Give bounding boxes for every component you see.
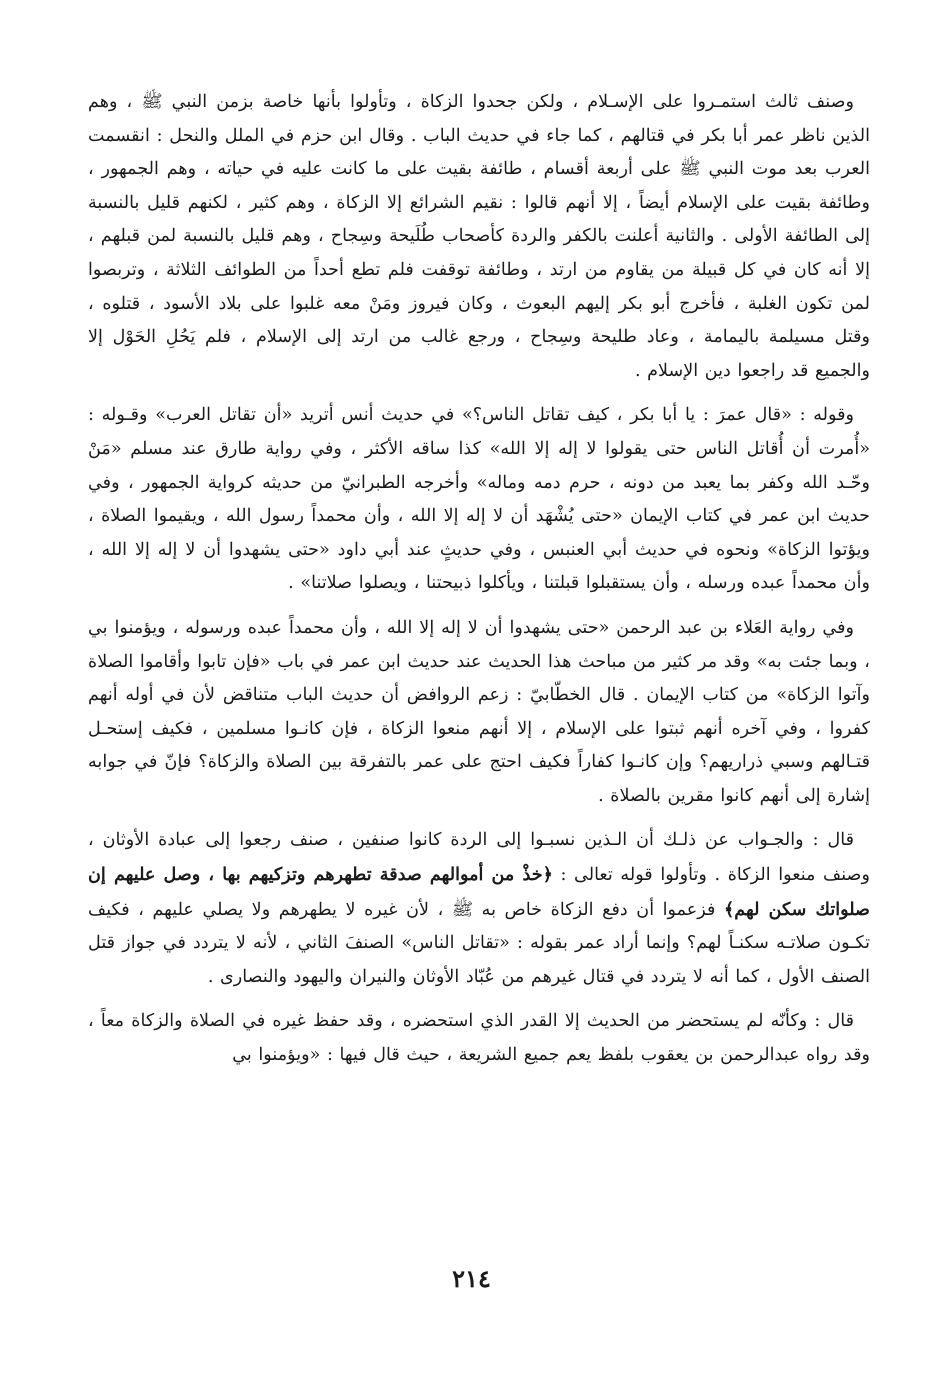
paragraph-2: [88, 399, 870, 601]
paragraph-4-before: قال : والجـواب عن ذلـك أن الـذين نسبـوا إلى الردة كانوا صنفين ، صنف رجعوا إلى عبادة الأوثان ، وصنف منعوا الزكاة . وتأولوا قوله تعالى :: [88, 830, 870, 886]
paragraph-5-text: قال : وكأنّه لم يستحضر من الحديث إلا القدر الذي استحضره ، وقد حفظ غيره في الصلاة والزكاة معاً ، وقد رواه عبدالرحمن بن يعقوب بلفظ يعم جميع الشريعة ، حيث قال فيها : «ويؤمنوا بي: [88, 1011, 870, 1066]
paragraph-3-text: وفي رواية العَلاء بن عبد الرحمن «حتى يشهدوا أن لا إله إلا الله ، وأن محمداً عبده ورسوله ، ويؤمنوا بي ، وبما جئت به» وقد مر كثير من مباحث هذا الحديث عند حديث ابن عمر في باب «فإن تابوا وأقاموا الصلاة وآتوا الزكاة» من كتاب الإيمان . قال الخطّابيّ : زعم الروافض أن حديث الباب متناقض لأن في أوله أنهم كفروا ، وفي آخره أنهم ثبتوا على الإسلام ، إلا أنهم منعوا الزكاة ، فإن كانـوا مسلمين ، فكيف إستحـل قتـالهم وسبي ذراريهم؟ وإن كانـوا كفاراً فكيف احتج على عمر بالتفرقة بين الصلاة والزكاة؟ فإنّ في جوابه إشارة إلى أنهم كانوا مقرين بالصلاة .: [88, 617, 870, 806]
paragraph-5: [88, 1005, 870, 1072]
page-body: [88, 86, 870, 1084]
paragraph-3: [88, 612, 870, 814]
paragraph-4: [88, 824, 870, 994]
page-number: ٢١٤: [452, 1264, 491, 1293]
quran-verse: ﴿خذْ من أموالهم صدقة تطهرهم وتزكيهم بها ، وصل عليهم إن صلواتك سكن لهم﴾: [88, 864, 870, 920]
paragraph-4-after: فزعموا أن دفع الزكاة خاص به ﷺ ، لأن غيره لا يطهرهم ولا يصلي عليهم ، فكيف تكـون صلاتـه سكنـاً لهم؟ وإنما أراد عمر بقوله : «تقاتل الناس» الصنفَ الثاني ، لأنه لا يتردد في جواز قتل الصنف الأول ، كما أنه لا يتردد في قتال غيرهم من عُبّاد الأوثان والنيران واليهود والنصارى .: [88, 899, 870, 987]
paragraph-1-text: وصنف ثالث استمـروا على الإسـلام ، ولكن جحدوا الزكاة ، وتأولوا بأنها خاصة بزمن النبي ﷺ ، وهم الذين ناظر عمر أبا بكر في قتالهم ، كما جاء في حديث الباب . وقال ابن حزم في الملل والنحل : انقسمت العرب بعد موت النبي ﷺ على أربعة أقسام ، طائفة بقيت على ما كانت عليه في حياته ، وهم الجمهور ، وطائفة بقيت على الإسلام أيضاً ، إلا أنهم قالوا : نقيم الشرائع إلا الزكاة ، وهم كثير ، لكنهم قليل بالنسبة إلى الطائفة الأولى . والثانية أعلنت بالكفر والردة كأصحاب طُلَيحة وسِجاح ، وهم قليل بالنسبة لمن قبلهم ، إلا أنه كان في كل قبيلة من يقاوم من ارتد ، وطائفة توقفت فلم تطع أحداً من الطوائف الثلاثة ، وتربصوا لمن تكون الغلبة ، فأخرج أبو بكر إليهم البعوث ، وكان فيروز ومَنْ معه غلبوا على بلاد الأسود ، قتلوه ، وقتل مسيلمة باليمامة ، وعاد طليحة وسِجاح ، ورجع غالب من ارتد إلى الإسلام ، فلم يَحُلِ الحَوْل إلا والجميع قد راجعوا دين الإسلام .: [88, 92, 870, 381]
paragraph-1: [88, 86, 870, 388]
paragraph-2-text: وقوله : «قال عمرَ : يا أبا بكر ، كيف تقاتل الناس؟» في حديث أنس أتريد «أن تقاتل العرب» وقـوله : «أُمرت أن أُقاتل الناس حتى يقولوا لا إله إلا الله» كذا ساقه الأكثر ، وفي رواية طارق عند مسلم «مَنْ وحّـد الله وكفر بما يعبد من دونه ، حرم دمه وماله» وأخرجه الطبرانيّ من حديثه كرواية الجمهور ، وفي حديث ابن عمر في كتاب الإيمان «حتى يُشْهَد أن لا إله إلا الله ، وأن محمداً رسول الله ، ويقيموا الصلاة ، ويؤتوا الزكاة» ونحوه في حديث أبي العنبس ، وفي حديثٍ عند أبي داود «حتى يشهدوا أن لا إله إلا الله ، وأن محمداً عبده ورسله ، وأن يستقبلوا قبلتنا ، ويأكلوا ذبيحتنا ، ويصلوا صلاتنا» .: [88, 405, 870, 594]
